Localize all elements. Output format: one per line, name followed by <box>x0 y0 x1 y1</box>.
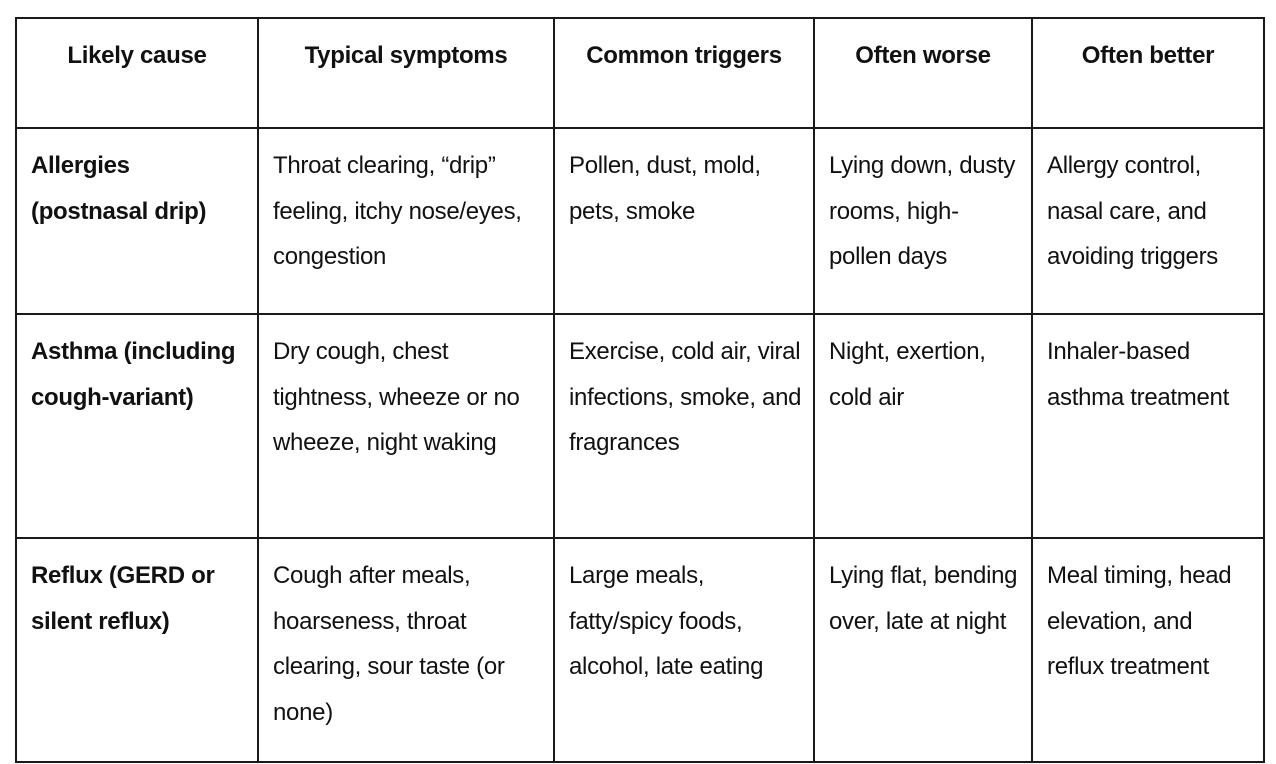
cell-often-better: Allergy control, nasal care, and avoiding triggers <box>1032 128 1264 314</box>
cell-often-worse: Lying flat, bending over, late at night <box>814 538 1032 762</box>
table-body <box>16 128 1264 762</box>
cell-typical-symptoms: Dry cough, chest tightness, wheeze or no wheeze, night waking <box>258 314 554 538</box>
cell-likely-cause: Asthma (including cough-variant) <box>16 314 258 538</box>
cell-often-worse: Lying down, dusty rooms, high-pollen days <box>814 128 1032 314</box>
header-often-better: Often better <box>1032 18 1264 128</box>
cell-common-triggers: Pollen, dust, mold, pets, smoke <box>554 128 814 314</box>
cell-often-better: Inhaler-based asthma treatment <box>1032 314 1264 538</box>
cell-likely-cause: Reflux (GERD or silent reflux) <box>16 538 258 762</box>
comparison-table-container <box>15 17 1265 763</box>
table-row <box>16 128 1264 314</box>
cough-causes-table <box>15 17 1265 763</box>
cell-common-triggers: Exercise, cold air, viral infections, smoke, and fragrances <box>554 314 814 538</box>
cell-common-triggers: Large meals, fatty/spicy foods, alcohol, late eating <box>554 538 814 762</box>
header-often-worse: Often worse <box>814 18 1032 128</box>
cell-often-worse: Night, exertion, cold air <box>814 314 1032 538</box>
table-header <box>16 18 1264 128</box>
cell-likely-cause: Allergies (postnasal drip) <box>16 128 258 314</box>
cell-often-better: Meal timing, head elevation, and reflux treatment <box>1032 538 1264 762</box>
cell-typical-symptoms: Cough after meals, hoarseness, throat clearing, sour taste (or none) <box>258 538 554 762</box>
header-likely-cause: Likely cause <box>16 18 258 128</box>
cell-typical-symptoms: Throat clearing, “drip” feeling, itchy nose/eyes, congestion <box>258 128 554 314</box>
header-typical-symptoms: Typical symptoms <box>258 18 554 128</box>
header-row <box>16 18 1264 128</box>
table-row <box>16 314 1264 538</box>
header-common-triggers: Common triggers <box>554 18 814 128</box>
table-row <box>16 538 1264 762</box>
